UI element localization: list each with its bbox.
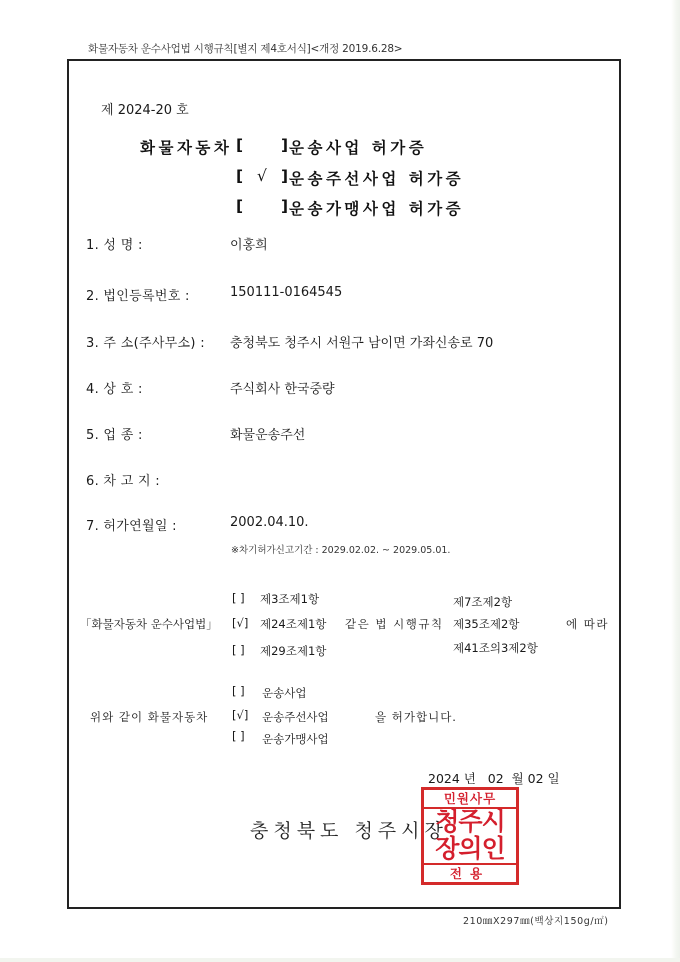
field-label-company-name: 4. 상 호 : — [86, 382, 143, 397]
law-article: 제29조제1항 — [260, 644, 327, 658]
title-option-transport: 운송사업 허가증 — [289, 139, 428, 157]
form-reference: 화물자동차 운수사업법 시행규칙[별지 제4호서식]<개정 2019.6.28> — [88, 43, 403, 55]
field-value-company-name: 주식회사 한국중량 — [230, 382, 335, 397]
seal-top-text: 민원사무 — [424, 790, 516, 809]
field-label-corp-reg-no: 2. 법인등록번호 : — [86, 289, 190, 304]
title-bracket-open: [ — [236, 136, 247, 154]
issue-date: 2024 년 02 월 02 일 — [428, 771, 560, 786]
rule-article: 제35조제2항 — [453, 617, 520, 631]
title-prefix: 화물자동차 — [140, 139, 233, 157]
title-bracket-open: [ — [236, 167, 247, 185]
title-bracket-close: ] — [281, 197, 292, 215]
field-label-garage: 6. 차 고 지 : — [86, 474, 160, 489]
paper-spec: 210㎜X297㎜(백상지150g/㎡) — [463, 916, 609, 927]
seal-line1: 청주시 — [435, 807, 505, 836]
permit-suffix: 을 허가합니다. — [375, 710, 457, 724]
law-connector: 같은 법 시행규칙 — [345, 617, 444, 631]
issuer-name: 충청북도 청주시장 — [250, 820, 448, 842]
official-seal — [421, 787, 519, 885]
title-bracket-open: [ — [236, 197, 247, 215]
field-value-business-type: 화물운송주선 — [230, 428, 306, 443]
title-bracket-close: ] — [281, 136, 292, 154]
permit-option: 운송주선사업 — [262, 710, 329, 724]
field-label-name: 1. 성 명 : — [86, 238, 143, 253]
permit-option-check: [ ] — [232, 684, 245, 698]
rule-article: 제41조의3제2항 — [453, 641, 538, 655]
permit-option-check: [ ] — [232, 729, 245, 743]
title-option-franchise: 운송가맹사업 허가증 — [289, 200, 465, 218]
permit-option: 운송가맹사업 — [262, 732, 329, 746]
law-suffix: 에 따라 — [566, 617, 609, 631]
field-label-permit-date: 7. 허가연월일 : — [86, 519, 177, 534]
page-bottom-edge — [0, 958, 680, 962]
permit-option-check: [√] — [232, 708, 249, 722]
seal-bottom-text: 전용 — [424, 863, 516, 882]
law-article-check: [ ] — [232, 591, 245, 605]
title-check-mark: √ — [257, 167, 271, 185]
law-article: 제24조제1항 — [260, 617, 327, 631]
field-value-permit-date: 2002.04.10. — [230, 515, 309, 530]
field-value-name: 이홍희 — [230, 238, 268, 253]
law-name: 「화물자동차 운수사업법」 — [80, 617, 218, 631]
rule-article: 제7조제2항 — [453, 595, 513, 609]
seal-line2: 장의인 — [435, 834, 505, 863]
law-article: 제3조제1항 — [260, 592, 320, 606]
field-value-corp-reg-no: 150111-0164545 — [230, 285, 343, 300]
title-option-forwarding: 운송주선사업 허가증 — [289, 170, 465, 188]
permit-option: 운송사업 — [262, 686, 307, 700]
document-number: 제 2024-20 호 — [101, 103, 189, 118]
renewal-note: ※차기허가신고기간 : 2029.02.02. ~ 2029.05.01. — [231, 545, 451, 556]
field-label-business-type: 5. 업 종 : — [86, 428, 143, 443]
field-value-address: 충청북도 청주시 서원구 남이면 가좌신송로 70 — [230, 336, 494, 351]
law-article-check: [ ] — [232, 643, 245, 657]
page-edge — [671, 0, 680, 962]
title-bracket-close: ] — [281, 167, 292, 185]
field-label-address: 3. 주 소(주사무소) : — [86, 336, 205, 351]
permit-prefix: 위와 같이 화물자동차 — [90, 710, 209, 724]
law-article-check: [√] — [232, 616, 249, 630]
